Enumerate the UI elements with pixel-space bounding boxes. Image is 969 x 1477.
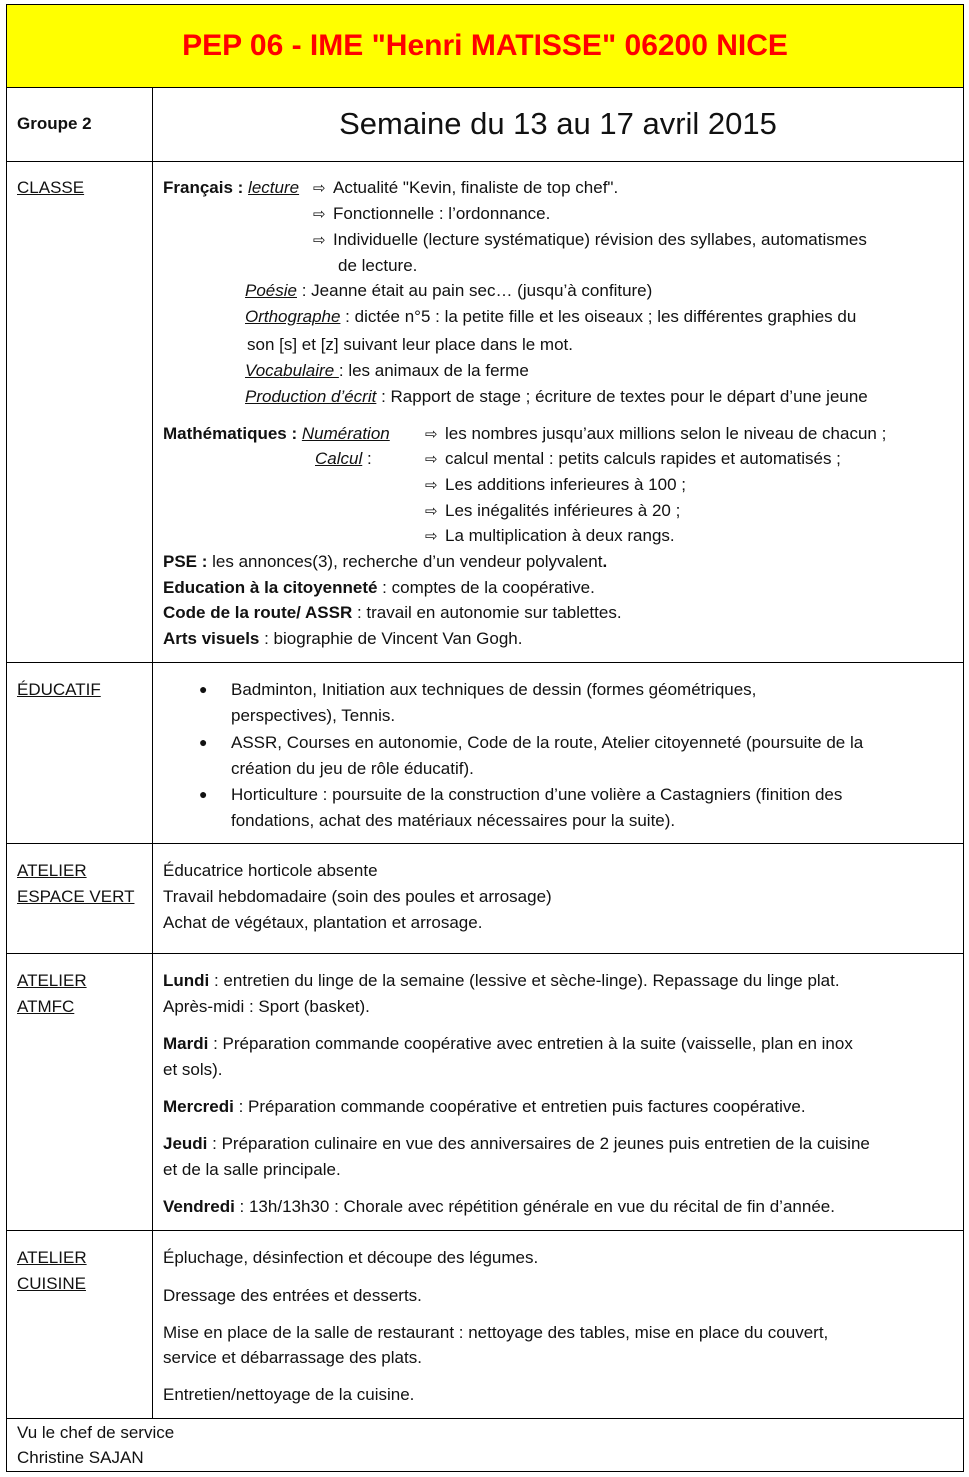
lecture-item-1: ⇨ Actualité "Kevin, finaliste de top chef". — [313, 175, 618, 202]
arrow-right-icon: ⇨ — [313, 206, 326, 223]
mercredi-label: Mercredi — [163, 1097, 234, 1116]
orthographe-cont: son [s] et [z] suivant leur place dans le mot. — [247, 335, 573, 354]
poesie-label: Poésie — [245, 281, 297, 300]
educatif-bullet-2-line-2: création du jeu de rôle éducatif). — [231, 759, 474, 778]
jeudi-line: Jeudi : Préparation culinaire en vue des anniversaires de 2 jeunes puis entretien de la cuisine — [163, 1134, 870, 1153]
lecture-item-3-cont: de lecture. — [338, 256, 418, 275]
vocabulaire-label: Vocabulaire — [245, 361, 339, 380]
atmfc-row — [7, 954, 963, 1231]
citoyennete-line: Education à la citoyenneté : comptes de la coopérative. — [163, 578, 595, 597]
espace-vert-label-2: ESPACE VERT — [17, 887, 135, 906]
jeudi-label: Jeudi — [163, 1134, 208, 1153]
cuisine-line-3a: Mise en place de la salle de restaurant : nettoyage des tables, mise en place du couvert, — [163, 1323, 829, 1342]
numeration-label: Numération — [301, 424, 390, 443]
week-cell — [153, 87, 963, 161]
jeudi-cont: et de la salle principale. — [163, 1160, 341, 1179]
educatif-row — [7, 663, 963, 844]
classe-row — [7, 162, 963, 663]
footer — [17, 1420, 174, 1470]
espace-vert-line-3: Achat de végétaux, plantation et arrosage. — [163, 913, 483, 932]
lundi-cont: Après-midi : Sport (basket). — [163, 997, 370, 1016]
espace-vert-label-cell — [7, 844, 153, 953]
mardi-line: Mardi : Préparation commande coopérative avec entretien à la suite (vaisselle, plan en inox — [163, 1034, 853, 1053]
vocabulaire-line: Vocabulaire : les animaux de la ferme — [245, 361, 529, 380]
group-label: Groupe 2 — [17, 114, 92, 133]
pse-line: PSE : les annonces(3), recherche d’un vendeur polyvalent. — [163, 552, 608, 571]
code-route-line: Code de la route/ ASSR : travail en autonomie sur tablettes. — [163, 603, 622, 622]
mercredi-line: Mercredi : Préparation commande coopérative et entretien puis factures coopérative. — [163, 1097, 806, 1116]
educatif-bullet-3-line-2: fondations, achat des matériaux nécessaires pour la suite). — [231, 811, 676, 830]
calcul-item-3: ⇨ Les inégalités inférieures à 20 ; — [425, 498, 680, 525]
bullet-icon: ● — [199, 681, 208, 697]
bullet-icon: ● — [199, 786, 208, 802]
production-line: Production d’écrit : Rapport de stage ; écriture de textes pour le départ d’une jeune — [245, 387, 868, 406]
mardi-cont: et sols). — [163, 1060, 223, 1079]
orthographe-line: Orthographe : dictée n°5 : la petite fille et les oiseaux ; les différentes graphies du — [245, 307, 857, 326]
calcul-label: Calcul — [315, 449, 363, 468]
educatif-bullet-3-line-1: Horticulture : poursuite de la construction d’une volière a Castagniers (finition des — [231, 785, 843, 804]
educatif-content — [153, 663, 963, 843]
calcul-item-2: ⇨ Les additions inferieures à 100 ; — [425, 472, 686, 499]
bullet-icon: ● — [199, 734, 208, 750]
francais-label: Français : — [163, 178, 244, 197]
arrow-right-icon: ⇨ — [313, 180, 326, 197]
atmfc-label-2: ATMFC — [17, 997, 75, 1016]
week-title: Semaine du 13 au 17 avril 2015 — [339, 106, 777, 141]
citoyennete-label: Education à la citoyenneté — [163, 578, 378, 597]
signatory-name: Christine SAJAN — [17, 1448, 144, 1467]
arrow-right-icon: ⇨ — [425, 451, 438, 468]
educatif-label-cell — [7, 663, 153, 843]
arrow-right-icon: ⇨ — [425, 503, 438, 520]
cuisine-row — [7, 1231, 963, 1419]
planning-document — [6, 4, 964, 1472]
lecture-label: lecture — [248, 178, 300, 197]
arrow-right-icon: ⇨ — [425, 477, 438, 494]
arrow-right-icon: ⇨ — [313, 232, 326, 249]
espace-vert-row — [7, 844, 963, 954]
lundi-label: Lundi — [163, 971, 210, 990]
vendredi-line: Vendredi : 13h/13h30 : Chorale avec répétition générale en vue du récital de fin d’année. — [163, 1197, 835, 1216]
classe-label-cell — [7, 162, 153, 662]
calcul-item-1: ⇨ calcul mental : petits calculs rapides et automatisés ; — [425, 446, 841, 473]
cuisine-label-cell — [7, 1231, 153, 1418]
maths-label: Mathématiques : — [163, 424, 298, 443]
atmfc-label-cell — [7, 954, 153, 1230]
espace-vert-content — [153, 844, 963, 953]
pse-label: PSE : — [163, 552, 208, 571]
production-label: Production d’écrit — [245, 387, 377, 406]
educatif-bullet-1-line-2: perspectives), Tennis. — [231, 706, 396, 725]
arts-line: Arts visuels : biographie de Vincent Van Gogh. — [163, 629, 523, 648]
calcul-label-line: Calcul : — [315, 449, 372, 468]
atmfc-label-1: ATELIER — [17, 971, 87, 990]
classe-content — [153, 162, 963, 662]
calcul-item-4: ⇨ La multiplication à deux rangs. — [425, 523, 675, 550]
cuisine-line-2: Dressage des entrées et desserts. — [163, 1286, 422, 1305]
educatif-bullet-1-line-1: Badminton, Initiation aux techniques de dessin (formes géométriques, — [231, 680, 757, 699]
poesie-line: Poésie : Jeanne était au pain sec… (jusqu’à confiture) — [245, 281, 653, 300]
cuisine-line-1: Épluchage, désinfection et découpe des légumes. — [163, 1248, 539, 1267]
header-row — [7, 87, 963, 162]
lecture-item-3: ⇨ Individuelle (lecture systématique) révision des syllabes, automatismes — [313, 227, 867, 254]
footer-line-1: Vu le chef de service — [17, 1423, 175, 1442]
atmfc-content — [153, 954, 963, 1230]
cuisine-line-3b: service et débarrassage des plats. — [163, 1348, 422, 1367]
lundi-line: Lundi : entretien du linge de la semaine (lessive et sèche-linge). Repassage du linge plat. — [163, 971, 840, 990]
orthographe-label: Orthographe — [245, 307, 341, 326]
cuisine-content — [153, 1231, 963, 1418]
maths-line — [163, 421, 390, 447]
code-route-label: Code de la route/ ASSR — [163, 603, 353, 622]
espace-vert-label-1: ATELIER — [17, 861, 87, 880]
francais-line-1 — [163, 175, 299, 201]
classe-label: CLASSE — [17, 178, 85, 197]
cuisine-line-4: Entretien/nettoyage de la cuisine. — [163, 1385, 415, 1404]
document-title: PEP 06 - IME "Henri MATISSE" 06200 NICE — [7, 5, 963, 88]
lecture-item-2: ⇨ Fonctionnelle : l’ordonnance. — [313, 201, 550, 228]
group-cell — [7, 87, 153, 161]
numeration-item: ⇨ les nombres jusqu’aux millions selon le niveau de chacun ; — [425, 421, 886, 448]
arrow-right-icon: ⇨ — [425, 426, 438, 443]
arrow-right-icon: ⇨ — [425, 528, 438, 545]
educatif-bullet-2-line-1: ASSR, Courses en autonomie, Code de la route, Atelier citoyenneté (poursuite de la — [231, 733, 864, 752]
arts-label: Arts visuels — [163, 629, 260, 648]
espace-vert-line-1: Éducatrice horticole absente — [163, 861, 378, 880]
espace-vert-line-2: Travail hebdomadaire (soin des poules et arrosage) — [163, 887, 552, 906]
vendredi-label: Vendredi — [163, 1197, 235, 1216]
cuisine-label-2: CUISINE — [17, 1274, 86, 1293]
mardi-label: Mardi — [163, 1034, 209, 1053]
cuisine-label-1: ATELIER — [17, 1248, 87, 1267]
educatif-label: ÉDUCATIF — [17, 680, 101, 699]
